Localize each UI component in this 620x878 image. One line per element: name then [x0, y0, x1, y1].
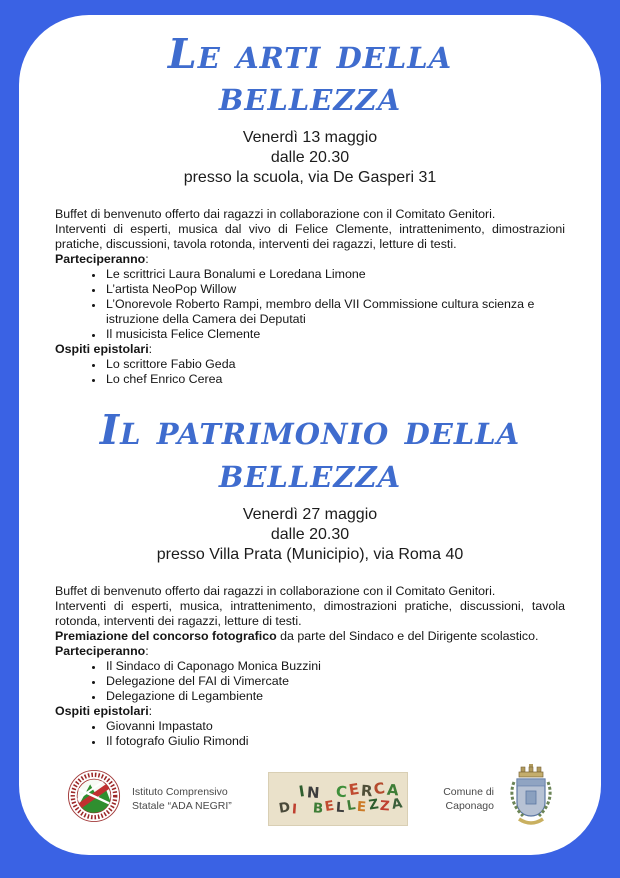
- event1-time: dalle 20.30: [270, 149, 350, 167]
- event1-desc-line2: Interventi di esperti, musica dal vivo di Felice Clemente, intrattenimento, dimostrazioni pratiche, discussioni, tavola rotonda, interventi dei ragazzi, letture di testi.: [55, 222, 565, 252]
- school-name-line2: Statale “ADA NEGRI”: [132, 799, 232, 812]
- list-item: • L’artista NeoPop Willow: [104, 282, 565, 297]
- list-item: • Il musicista Felice Clemente: [104, 327, 565, 342]
- list-item: • Delegazione di Legambiente: [104, 689, 565, 704]
- event2-title-line1: Il patrimonio della: [99, 406, 521, 455]
- event2-participants-list: [55, 659, 565, 704]
- school-name: [132, 785, 232, 813]
- event2-time: dalle 20.30: [270, 525, 350, 543]
- list-item: • Lo scrittore Fabio Geda: [104, 357, 565, 372]
- event2-desc-line2: Interventi di esperti, musica, intrattenimento, dimostrazioni pratiche, discussioni, tavola rotonda, interventi dei ragazzi, letture di testi.: [55, 598, 565, 628]
- event2-participants-label: Parteciperanno:: [55, 643, 149, 658]
- list-item: • Il fotografo Giulio Rimondi: [104, 734, 565, 749]
- event1-venue: presso la scuola, via De Gasperi 31: [183, 169, 437, 187]
- list-item: • Delegazione del FAI di Vimercate: [104, 674, 565, 689]
- event1-title-line2: bellezza: [218, 72, 402, 121]
- event1-participants-label: Parteciperanno:: [55, 252, 149, 267]
- footer: [19, 764, 601, 833]
- list-item: • Le scrittrici Laura Bonalumi e Loredana Limone: [104, 267, 565, 282]
- event2-title-line2: bellezza: [218, 448, 402, 497]
- municipality-name-line2: Caponago: [445, 799, 494, 812]
- project-logo-line2: DI BELLEZZA: [277, 795, 406, 818]
- municipality-name: [443, 785, 494, 813]
- event2-title: [55, 406, 565, 497]
- school-crest-icon: [67, 769, 121, 828]
- event1-when: [55, 128, 565, 188]
- event1-guests-label: Ospiti epistolari:: [55, 342, 153, 357]
- event2-venue: presso Villa Prata (Municipio), via Roma 40: [156, 545, 464, 563]
- event2-award-bold: Premiazione del concorso fotografico: [55, 628, 277, 643]
- event1-desc-line1: Buffet di benvenuto offerto dai ragazzi in collaborazione con il Comitato Genitori.: [55, 207, 496, 222]
- project-logo: [268, 772, 408, 826]
- event1-participants-list: [55, 267, 565, 342]
- list-item: • L’Onorevole Roberto Rampi, membro della VII Commissione cultura scienza e istruzione della Camera dei Deputati: [104, 297, 565, 327]
- event1-title: [55, 30, 565, 121]
- event1-date: Venerdì 13 maggio: [242, 129, 378, 147]
- event2-guests-list: [55, 719, 565, 749]
- list-item: • Il Sindaco di Caponago Monica Buzzini: [104, 659, 565, 674]
- event1-body: [55, 207, 565, 387]
- project-logo-line1: IN CERCA: [297, 778, 402, 803]
- event2-award: [55, 629, 565, 644]
- event2-date: Venerdì 27 maggio: [242, 505, 378, 523]
- event2-desc-line1: Buffet di benvenuto offerto dai ragazzi in collaborazione con il Comitato Genitori.: [55, 583, 496, 598]
- event1-guests-list: [55, 357, 565, 387]
- event2-when: [55, 505, 565, 565]
- event1-description: [55, 207, 565, 252]
- municipality-group: [443, 764, 557, 833]
- school-name-line1: Istituto Comprensivo: [132, 785, 228, 798]
- list-item: • Giovanni Impastato: [104, 719, 565, 734]
- municipality-crest-icon: [505, 764, 557, 833]
- event2-guests-label: Ospiti epistolari:: [55, 703, 153, 718]
- event2-description: [55, 584, 565, 629]
- school-group: [67, 769, 232, 828]
- list-item: • Lo chef Enrico Cerea: [104, 372, 565, 387]
- event2-award-rest: da parte del Sindaco e del Dirigente scolastico.: [276, 628, 539, 643]
- event2-body: [55, 584, 565, 749]
- event1-title-line1: Le arti della: [167, 30, 453, 78]
- poster-card: [19, 15, 601, 855]
- municipality-name-line1: Comune di: [443, 785, 494, 798]
